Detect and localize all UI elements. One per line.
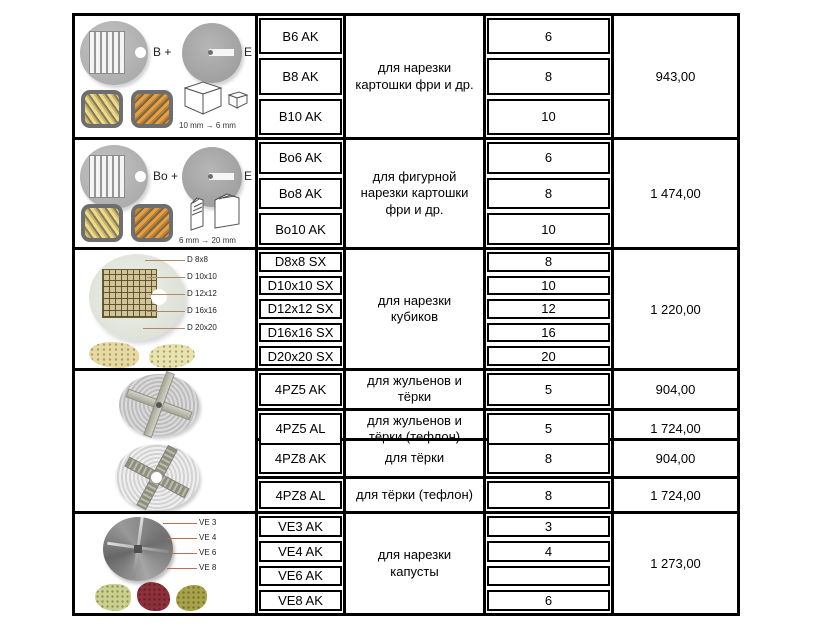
- disc-size-label: VE 8: [199, 563, 217, 572]
- description-cell: для тёрки (тефлон): [346, 476, 486, 511]
- model-cell: B6 AK: [259, 18, 342, 54]
- disc-label-e: E: [243, 169, 252, 183]
- disc-label-bo: Bo +: [153, 169, 179, 183]
- size-cell: 8: [487, 481, 610, 509]
- size-cell: 6: [487, 18, 610, 54]
- grate-disc-icon: [80, 145, 148, 209]
- model-cell-wrap: [258, 371, 346, 408]
- size-cell: 8: [487, 178, 610, 210]
- ribbed-bar-diagram-icon: [177, 190, 253, 234]
- size-caption: 10 mm → 6 mm: [179, 121, 236, 130]
- disc-size-label: VE 4: [199, 533, 217, 542]
- size-caption: 6 mm → 20 mm: [179, 236, 236, 245]
- grate-slats-icon: [89, 155, 125, 198]
- leader-line: [167, 568, 197, 569]
- price-cell: 1 220,00: [650, 301, 701, 317]
- size-column: [486, 16, 614, 137]
- grate-disc-icon: [80, 21, 148, 85]
- product-group-4pz5: [75, 368, 737, 444]
- price-cell: 1 724,00: [614, 476, 737, 511]
- diced-cubes-photo: [149, 344, 195, 368]
- shredded-red-cabbage-photo: [137, 582, 170, 611]
- model-cell: 4PZ5 AL: [259, 413, 342, 446]
- leader-line: [143, 328, 185, 329]
- leader-line: [149, 294, 185, 295]
- size-cell-wrap: [486, 371, 614, 408]
- four-blade-disc-icon: [119, 374, 199, 436]
- product-image-4pz5: [75, 371, 258, 447]
- fries-photo-fried: [131, 204, 173, 242]
- size-cell: 3: [487, 516, 610, 537]
- price-cell: 904,00: [655, 451, 696, 466]
- model-cell: B10 AK: [259, 99, 342, 135]
- disc-size-label: D 8x8: [187, 255, 208, 264]
- leader-line: [147, 311, 185, 312]
- shredded-cabbage-photo: [95, 584, 131, 611]
- leader-line: [169, 553, 197, 554]
- product-image-b: [75, 16, 258, 137]
- model-cell: VE4 AK: [259, 541, 342, 562]
- model-column: [258, 250, 346, 368]
- model-cell: VE8 AK: [259, 590, 342, 611]
- model-cell: D12x12 SX: [259, 299, 342, 319]
- model-cell: 4PZ8 AL: [259, 481, 342, 509]
- model-cell: Bo6 AK: [259, 142, 342, 174]
- price-cell: 943,00: [655, 69, 696, 84]
- product-image-4pz8: [75, 441, 258, 511]
- disc-notch-icon: [135, 47, 146, 58]
- size-cell-wrap: [486, 441, 614, 476]
- model-column: [258, 16, 346, 137]
- diced-cubes-photo: [89, 342, 139, 368]
- description-cell: для тёрки: [346, 441, 486, 476]
- leader-line: [167, 538, 197, 539]
- disc-hub-icon: [156, 402, 162, 408]
- size-cell: 8: [487, 252, 610, 272]
- model-cell: D8x8 SX: [259, 252, 342, 272]
- size-cell: 16: [487, 323, 610, 343]
- size-cell: 6: [487, 142, 610, 174]
- model-cell: D16x16 SX: [259, 323, 342, 343]
- description-cell: для жульенов и тёрки (тефлон): [346, 408, 486, 448]
- product-group-4pz8: [75, 438, 737, 511]
- model-cell-wrap: [258, 441, 346, 476]
- size-cell: 5: [487, 373, 610, 406]
- model-cell: D20x20 SX: [259, 346, 342, 366]
- four-blade-grating-disc-icon: [115, 444, 199, 510]
- product-image-bo: [75, 140, 258, 247]
- fries-photo-light: [81, 90, 123, 128]
- model-cell: 4PZ8 AK: [259, 443, 342, 474]
- disc-hub-icon: [208, 50, 213, 55]
- product-group-ve: [75, 511, 737, 613]
- model-cell: B8 AK: [259, 58, 342, 94]
- cube-size-diagram-icon: [177, 76, 253, 120]
- fries-photo-fried: [131, 90, 173, 128]
- disc-size-label: D 16x16: [187, 306, 217, 315]
- size-cell: 4: [487, 541, 610, 562]
- product-group-bo: [75, 137, 737, 247]
- model-cell: Bo8 AK: [259, 178, 342, 210]
- model-cell: D10x10 SX: [259, 276, 342, 296]
- disc-hub-icon: [134, 545, 142, 553]
- size-cell: 8: [487, 443, 610, 474]
- model-cell: VE6 AK: [259, 566, 342, 587]
- leader-line: [163, 523, 197, 524]
- size-cell: 5: [487, 413, 610, 446]
- disc-size-label: D 10x10: [187, 272, 217, 281]
- leader-line: [145, 260, 185, 261]
- size-cell: 10: [487, 99, 610, 135]
- size-cell: [487, 566, 610, 587]
- price-cell: 904,00: [655, 381, 696, 397]
- size-cell: 6: [487, 590, 610, 611]
- size-cell: 12: [487, 299, 610, 319]
- cabbage-disc-icon: [103, 517, 173, 581]
- description-cell: для нарезки картошки фри и др.: [346, 16, 486, 137]
- shredded-greens-photo: [176, 585, 207, 611]
- disc-size-label: VE 3: [199, 518, 217, 527]
- product-image-ve: [75, 514, 258, 613]
- disc-notch-icon: [135, 171, 146, 182]
- size-column: [486, 250, 614, 368]
- grate-slats-icon: [89, 31, 125, 74]
- disc-hub-icon: [208, 174, 213, 179]
- size-cell: 8: [487, 58, 610, 94]
- product-image-d: [75, 250, 258, 368]
- description-cell: для жульенов и тёрки: [346, 371, 486, 408]
- model-column: [258, 140, 346, 247]
- disc-label-b: B +: [153, 45, 172, 59]
- disc-label-e: E: [243, 45, 252, 59]
- fries-photo-light: [81, 204, 123, 242]
- size-column: [486, 140, 614, 247]
- model-column: [258, 514, 346, 613]
- size-column: [486, 514, 614, 613]
- leader-line: [147, 277, 185, 278]
- disc-size-label: VE 6: [199, 548, 217, 557]
- disc-size-label: D 12x12: [187, 289, 217, 298]
- description-cell: для нарезки капусты: [346, 514, 486, 613]
- model-cell-wrap: [258, 476, 346, 511]
- description-cell: для фигурной нарезки картошки фри и др.: [346, 140, 486, 247]
- size-cell: 10: [487, 213, 610, 245]
- price-table: [72, 13, 740, 616]
- price-cell: 1 273,00: [650, 556, 701, 571]
- model-cell: VE3 AK: [259, 516, 342, 537]
- size-cell-wrap: [486, 476, 614, 511]
- product-group-b: [75, 16, 737, 137]
- model-cell: 4PZ5 AK: [259, 373, 342, 406]
- price-cell: 1 724,00: [614, 408, 737, 448]
- disc-size-label: D 20x20: [187, 323, 217, 332]
- size-cell: 10: [487, 276, 610, 296]
- price-cell: 1 474,00: [650, 186, 701, 201]
- model-cell: Bo10 AK: [259, 213, 342, 245]
- ejector-disc-icon: [182, 23, 242, 83]
- disc-hub-icon: [150, 471, 163, 484]
- size-cell: 20: [487, 346, 610, 366]
- product-group-d: [75, 247, 737, 368]
- description-cell: для нарезки кубиков: [346, 250, 486, 368]
- disc-hole-icon: [151, 289, 167, 305]
